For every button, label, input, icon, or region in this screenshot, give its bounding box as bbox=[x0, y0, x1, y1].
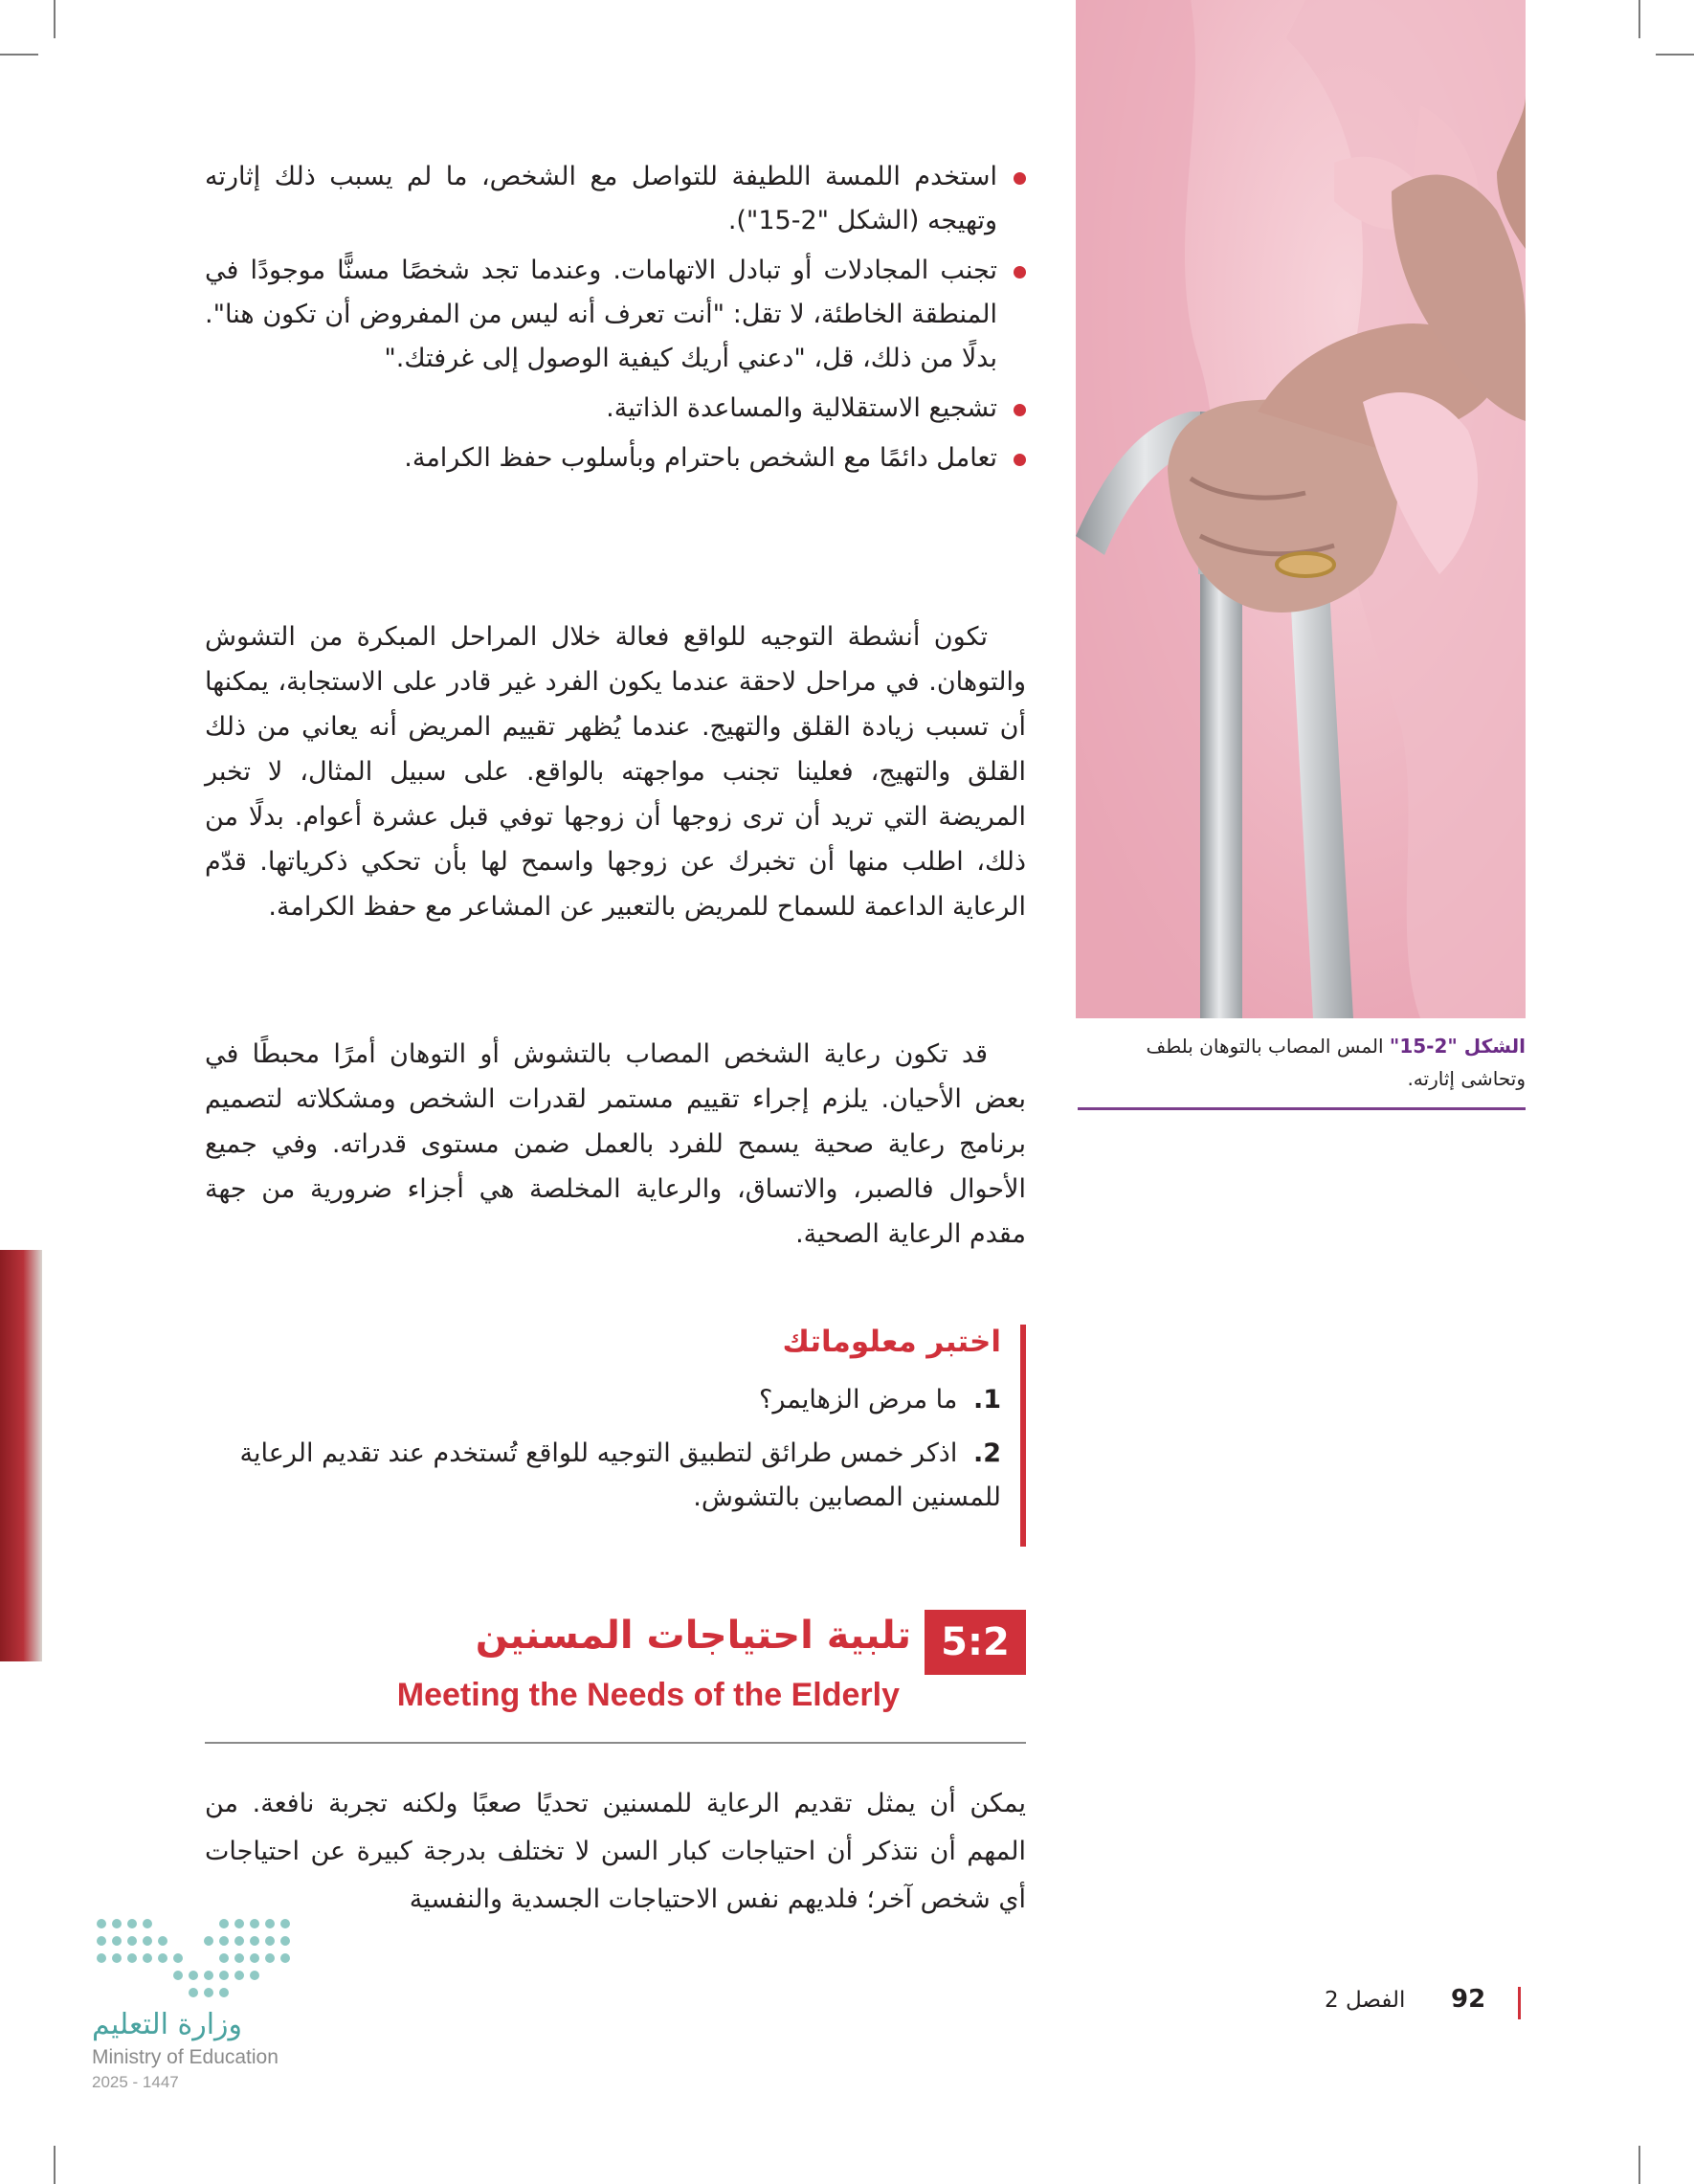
paragraph-elderly-needs: يمكن أن يمثل تقديم الرعاية للمسنين تحديًا صعبًا ولكنه تجربة نافعة. من المهم أن نتذكر أن احتياجات كبار السن لا تختلف بدرجة كبيرة عن احتياجات أي شخص آخر؛ فلديهم نفس الاحتياجات الجسدية والنفسية bbox=[205, 1789, 1026, 1914]
bullet-item bbox=[205, 387, 1026, 431]
figure-photo bbox=[1076, 0, 1526, 1018]
figure-divider bbox=[1078, 1107, 1526, 1110]
question-text: اذكر خمس طرائق لتطبيق التوجيه للواقع تُستخدم عند تقديم الرعاية للمسنين المصابين بالتشوش. bbox=[239, 1438, 1001, 1512]
bullet-text: استخدم اللمسة اللطيفة للتواصل مع الشخص، ما لم يسبب ذلك إثارته وتهيجه (الشكل "2-15"). bbox=[205, 162, 997, 235]
question-text: ما مرض الزهايمر؟ bbox=[759, 1385, 958, 1415]
footer-accent-bar bbox=[1518, 1987, 1521, 2019]
bullet-dot-icon bbox=[1014, 172, 1026, 185]
ministry-name-arabic: وزارة التعليم bbox=[92, 2008, 243, 2041]
bullet-item bbox=[205, 436, 1026, 480]
section-title-arabic: تلبية احتياجات المسنين bbox=[475, 1614, 911, 1658]
section-title-english: Meeting the Needs of the Elderly bbox=[396, 1677, 900, 1713]
figure-caption bbox=[1078, 1030, 1526, 1095]
page-number: 92 bbox=[1451, 1985, 1486, 2014]
walker-hand-illustration bbox=[1076, 0, 1526, 1018]
crop-mark bbox=[54, 0, 56, 38]
ministry-year: 2025 - 1447 bbox=[92, 2073, 179, 2091]
bullet-text: تجنب المجادلات أو تبادل الاتهامات. وعندما تجد شخصًا مسنًّا موجودًا في المنطقة الخاطئة، لا تقل: "أنت تعرف أنه ليس من المفروض أن تكون هنا". بدلًا من ذلك، قل، "دعني أريك كيفية الوصول إلى غرفتك." bbox=[205, 256, 997, 373]
figure-caption-text: المس المصاب بالتوهان بلطف وتحاشى إثارته. bbox=[1146, 1035, 1526, 1090]
bullet-item bbox=[205, 155, 1026, 243]
figure-label: الشكل "2-15" bbox=[1389, 1035, 1526, 1058]
crop-mark bbox=[1638, 0, 1640, 38]
chapter-label: الفصل 2 bbox=[1325, 1988, 1406, 2013]
question-number: 1. bbox=[972, 1385, 1001, 1415]
bullet-dot-icon bbox=[1014, 266, 1026, 279]
question-number: 2. bbox=[972, 1438, 1001, 1468]
quiz-question bbox=[216, 1378, 1001, 1422]
crop-mark bbox=[1656, 54, 1694, 56]
ministry-name-english: Ministry of Education bbox=[92, 2046, 279, 2068]
bullet-item bbox=[205, 249, 1026, 381]
bullet-text: تعامل دائمًا مع الشخص باحترام وبأسلوب حفظ الكرامة. bbox=[404, 443, 997, 473]
quiz-accent-bar bbox=[1020, 1325, 1026, 1547]
section-divider bbox=[205, 1742, 1026, 1744]
bullet-list bbox=[205, 155, 1026, 486]
crop-mark bbox=[54, 2146, 56, 2184]
bullet-dot-icon bbox=[1014, 404, 1026, 416]
quiz-title: اختبر معلوماتك bbox=[782, 1325, 1001, 1359]
crop-mark bbox=[1638, 2146, 1640, 2184]
decorative-edge-image bbox=[0, 1250, 42, 1661]
dot-pattern-icon bbox=[92, 1914, 312, 2006]
bullet-text: تشجيع الاستقلالية والمساعدة الذاتية. bbox=[606, 393, 997, 423]
paragraph-reality-orientation: تكون أنشطة التوجيه للواقع فعالة خلال المراحل المبكرة من التشوش والتوهان. في مراحل لاحقة عندما يكون الفرد غير قادر على الاستجابة، يمكنها أن تسبب زيادة القلق والتهيج. عندما يُظهر تقييم المريض أنه يعاني من ذلك القلق والتهيج، فعلينا تجنب مواجهته بالواقع. على سبيل المثال، لا تخبر المريضة التي تريد أن ترى زوجها أن زوجها توفي قبل عشرة أعوام. بدلًا من ذلك، اطلب منها أن تخبرك عن زوجها واسمح لها بأن تحكي ذكرياتها. قدّم الرعاية الداعمة للسماح للمريض بالتعبير عن المشاعر مع حفظ الكرامة. bbox=[205, 622, 1026, 922]
section-number: 5:2 bbox=[925, 1610, 1026, 1675]
paragraph-caregiving: قد تكون رعاية الشخص المصاب بالتشوش أو التوهان أمرًا محبطًا في بعض الأحيان. يلزم إجراء تقييم مستمر لقدرات الشخص ومشكلاته لتصميم برنامج رعاية صحية يسمح للفرد بالعمل ضمن مستوى قدراته. وفي جميع الأحوال فالصبر، والاتساق، والرعاية المخلصة هي أجزاء ضرورية من جهة مقدم الرعاية الصحية. bbox=[205, 1039, 1026, 1249]
crop-mark bbox=[0, 54, 38, 56]
quiz-question bbox=[216, 1432, 1001, 1520]
test-your-knowledge-box bbox=[205, 1325, 1026, 1547]
bullet-dot-icon bbox=[1014, 454, 1026, 466]
